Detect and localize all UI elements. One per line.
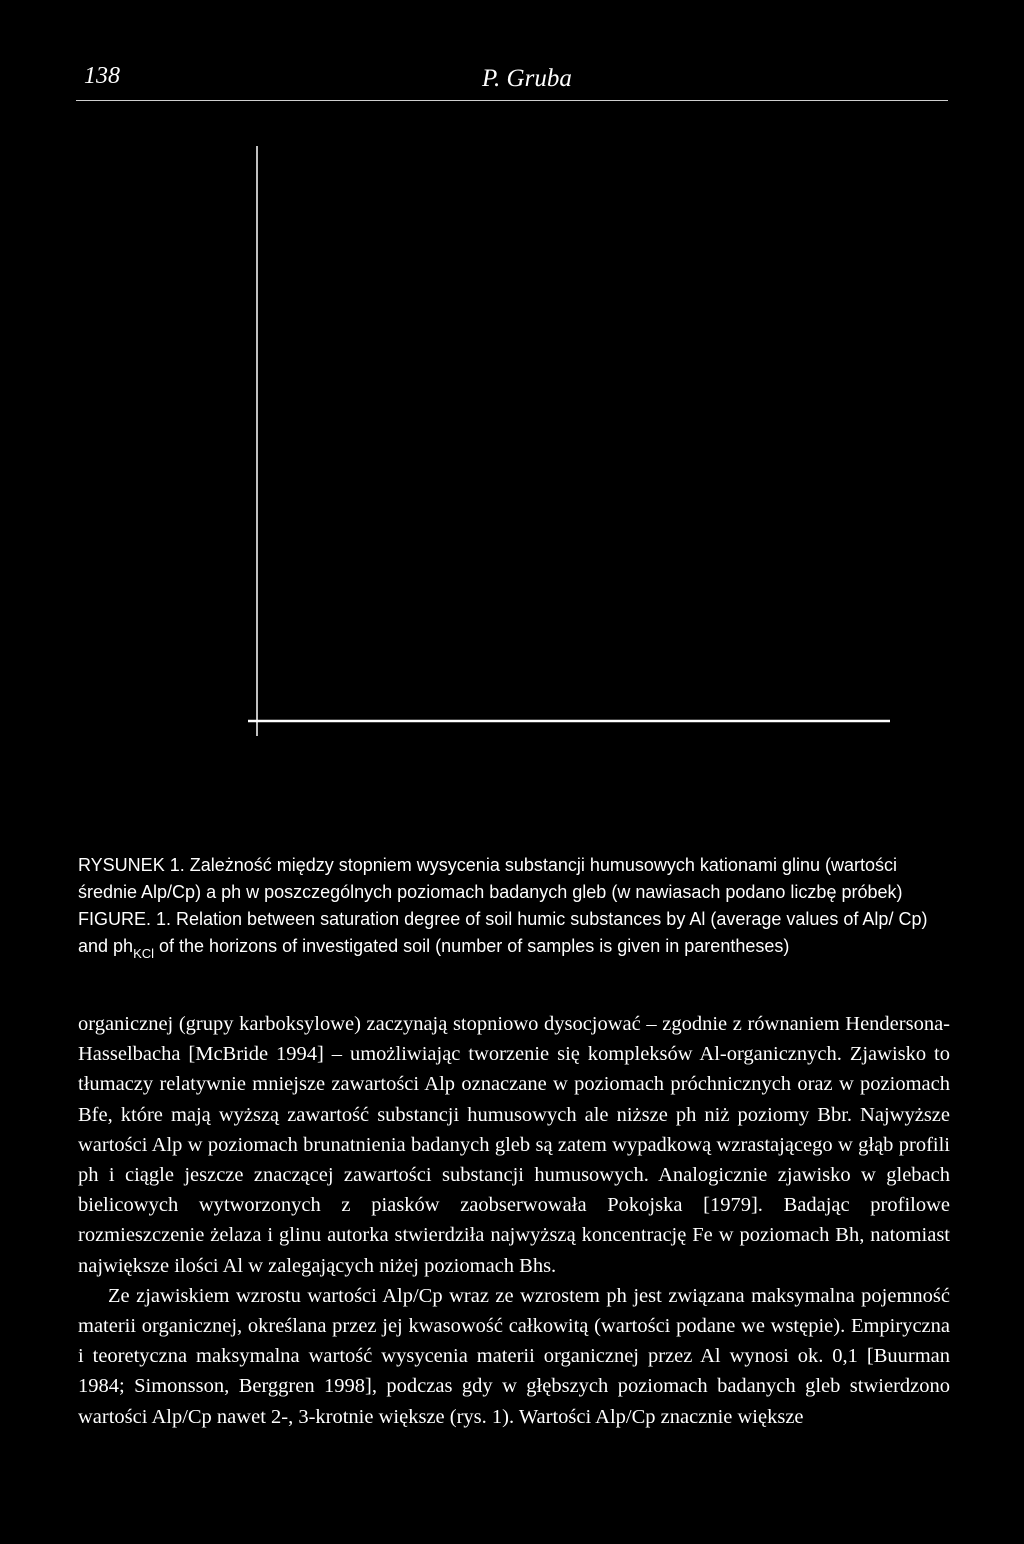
page-number: 138 — [84, 63, 120, 89]
paragraph-2: Ze zjawiskiem wzrostu wartości Alp/Cp wraz ze wzrostem ph jest związana maksymalna pojemność materii organicznej, określana przez jej kwasowość całkowitą (wartości podane we wstępie). Empiryczna i teoretyczna maksymalna wartość wysycenia materii organicznej przez Al wynosi ok. 0,1 [Buurman 1984; Simonsson, Berggren 1998], podczas gdy w głębszych poziomach badanych gleb stwierdzono wartości Alp/Cp nawet 2-, 3-krotnie większe (rys. 1). Wartości Alp/Cp znacznie większe — [78, 1284, 950, 1428]
caption-english — [78, 906, 958, 961]
figure-plot-area — [240, 140, 900, 740]
paragraph-1: organicznej (grupy karboksylowe) zaczynają stopniowo dysocjować – zgodnie z równaniem Hendersona-Hasselbacha [McBride 1994] – umożliwiając tworzenie się kompleksów Al-organicznych. Zjawisko to tłumaczy relatywnie mniejsze zawartości Alp oznaczane w poziomach próchnicznych oraz w poziomach Bfe, które mają wyższą zawartość substancji humusowych ale niższe ph niż poziomy Bbr. Najwyższe wartości Alp w poziomach brunatnienia badanych gleb są zatem wypadkową wzrastającego w głąb profili ph i ciągle jeszcze znaczącej zawartości substancji humusowych. Analogicznie zjawisko w glebach bielicowych wytworzonych z piasków zaobserwowała Pokojska [1979]. Badając profilowe rozmieszczenie żelaza i glinu autorka stwierdziła najwyższą koncentrację Fe w poziomach Bh, natomiast największe ilości Al w zalegających niżej poziomach Bhs. — [78, 1013, 950, 1277]
caption-polish: RYSUNEK 1. Zależność między stopniem wysycenia substancji humusowych kationami glinu (wartości średnie Alp/Cp) a ph w poszczególnych poziomach badanych gleb (w nawiasach podano liczbę próbek) — [78, 855, 903, 902]
running-head-author: P. Gruba — [482, 65, 572, 92]
header-rule — [76, 100, 948, 101]
caption-english-part-1: FIGURE. 1. Relation between saturation degree of soil humic substances by Al (average values of Alp/ Cp) and ph — [78, 909, 928, 956]
figure-caption — [78, 852, 958, 961]
caption-english-subscript: KCl — [133, 946, 155, 961]
body-text — [78, 1009, 950, 1432]
figure-axes — [240, 140, 900, 740]
caption-english-part-2: of the horizons of investigated soil (number of samples is given in parentheses) — [154, 936, 790, 956]
